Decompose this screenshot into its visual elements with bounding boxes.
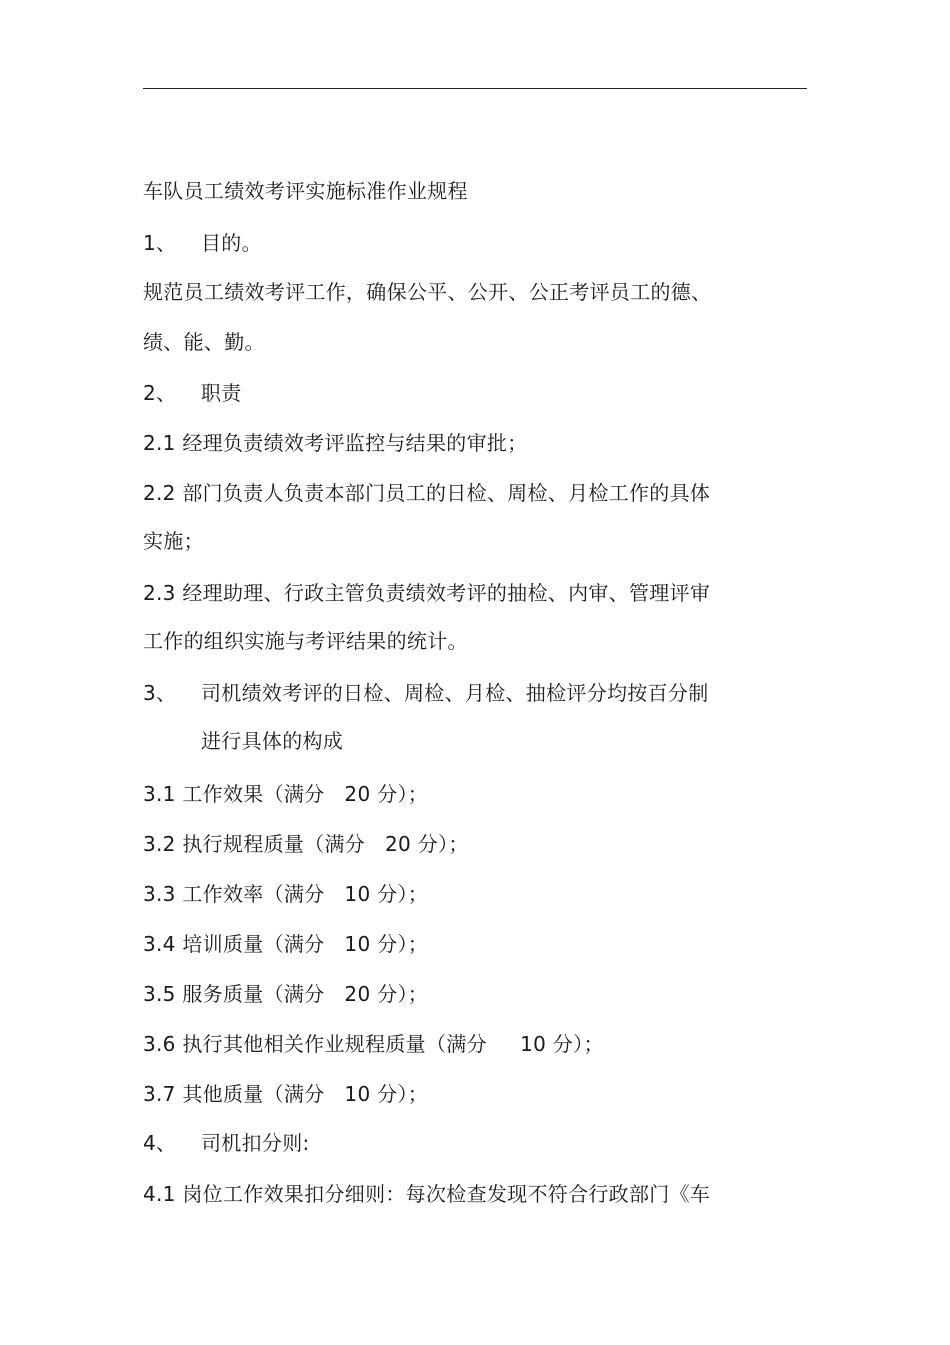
section-1-number: 1、	[143, 231, 177, 255]
item-4-1: 4.1 岗位工作效果扣分细则：每次检查发现不符合行政部门《车	[143, 1182, 711, 1206]
item-3-1: 3.1 工作效果（满分 20 分）；	[143, 782, 429, 806]
item-2-2-line-2: 实施；	[143, 529, 204, 553]
section-2-number: 2、	[143, 381, 177, 405]
item-3-5: 3.5 服务质量（满分 20 分）；	[143, 982, 429, 1006]
item-3-2: 3.2 执行规程质量（满分 20 分）；	[143, 832, 469, 856]
section-2-heading	[143, 380, 242, 406]
item-3-7: 3.7 其他质量（满分 10 分）；	[143, 1082, 429, 1106]
item-2-1: 2.1 经理负责绩效考评监控与结果的审批；	[143, 431, 528, 455]
item-2-3-line-2: 工作的组织实施与考评结果的统计。	[143, 629, 468, 653]
item-3-6: 3.6 执行其他相关作业规程质量（满分 10 分）；	[143, 1032, 604, 1056]
section-1-paragraph-line-1: 规范员工绩效考评工作，确保公平、公开、公正考评员工的德、	[143, 280, 712, 304]
document-title: 车队员工绩效考评实施标准作业规程	[143, 179, 468, 203]
section-2-heading-text: 职责	[201, 381, 242, 405]
section-1-paragraph-line-2: 绩、能、勤。	[143, 330, 265, 354]
section-1-heading	[143, 230, 262, 256]
section-3-heading	[143, 680, 709, 706]
section-3-heading-line-2: 进行具体的构成	[201, 729, 344, 753]
item-3-4: 3.4 培训质量（满分 10 分）；	[143, 932, 429, 956]
item-3-3: 3.3 工作效率（满分 10 分）；	[143, 882, 429, 906]
section-1-heading-text: 目的。	[201, 231, 262, 255]
section-3-heading-text: 司机绩效考评的日检、周检、月检、抽检评分均按百分制	[201, 681, 709, 705]
section-4-heading-text: 司机扣分则:	[201, 1131, 310, 1155]
header-rule	[143, 88, 807, 89]
section-4-number: 4、	[143, 1131, 177, 1155]
section-4-heading	[143, 1130, 310, 1156]
item-2-3-line-1: 2.3 经理助理、行政主管负责绩效考评的抽检、内审、管理评审	[143, 581, 711, 605]
section-3-number: 3、	[143, 681, 177, 705]
item-2-2-line-1: 2.2 部门负责人负责本部门员工的日检、周检、月检工作的具体	[143, 481, 711, 505]
